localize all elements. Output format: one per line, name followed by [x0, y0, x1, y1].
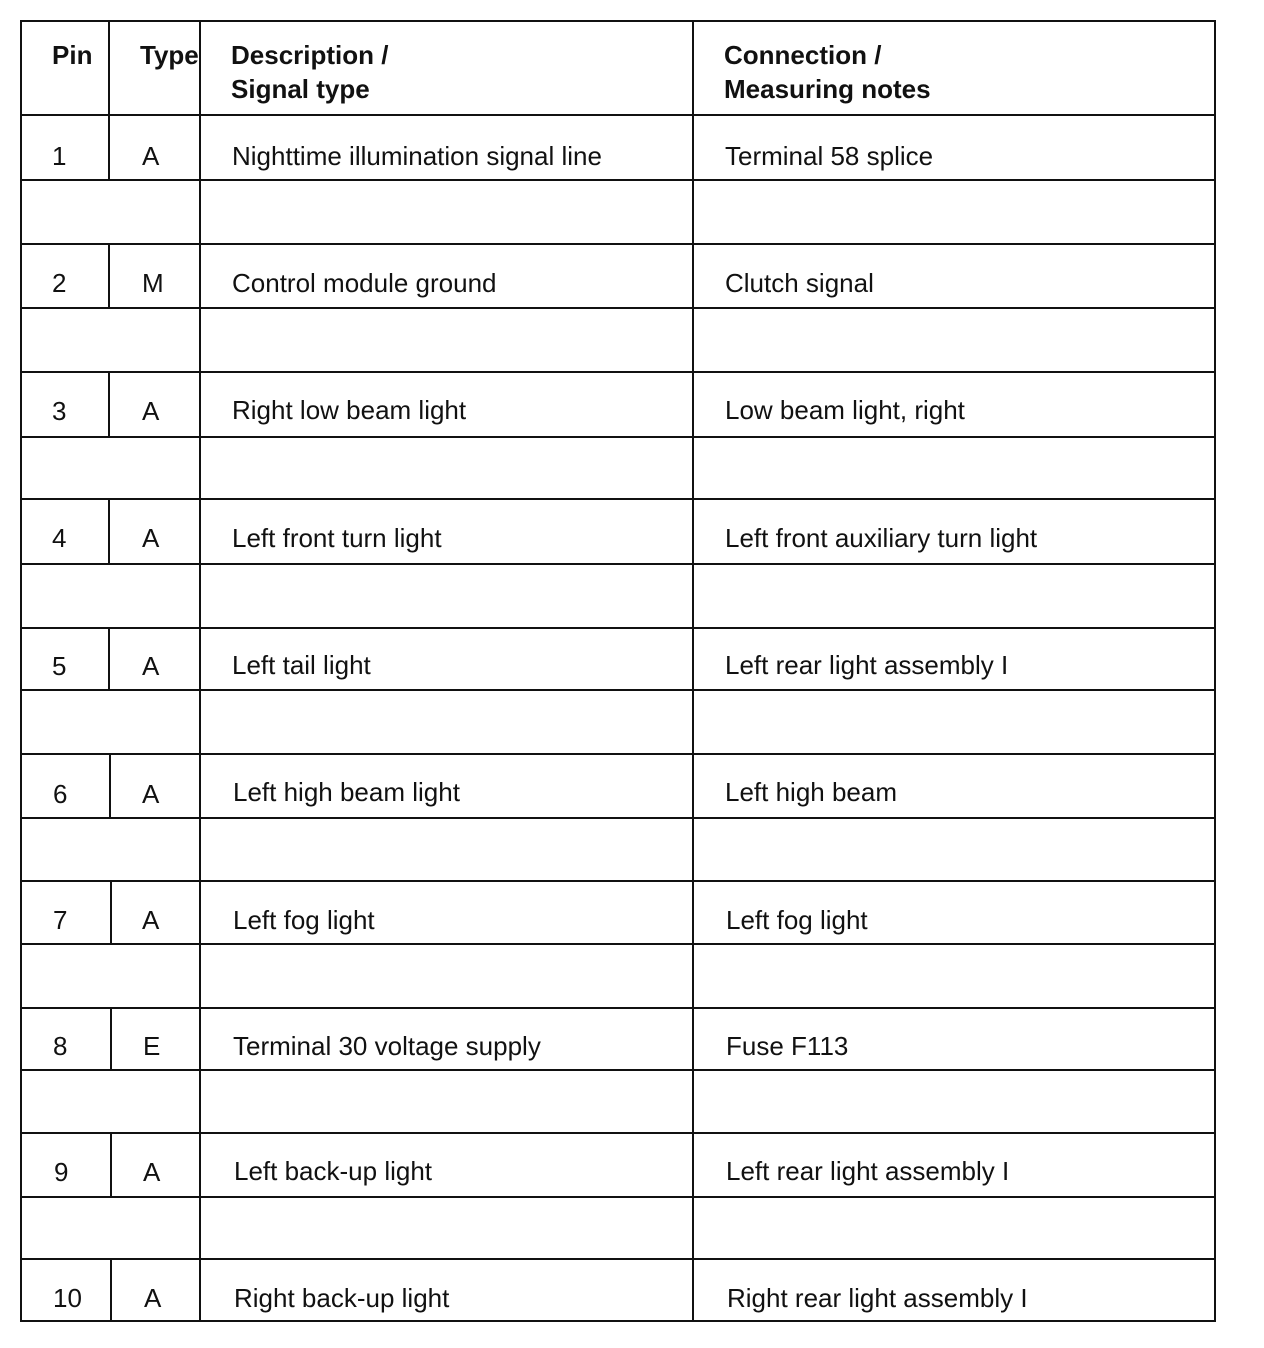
row-connection: Left rear light assembly I: [726, 1156, 1010, 1186]
row-pin: 1: [52, 141, 67, 171]
table-left-border: [20, 20, 22, 1322]
row-connection: Low beam light, right: [725, 395, 965, 425]
header-type: Type: [140, 40, 199, 70]
row-description: Terminal 30 voltage supply: [233, 1031, 541, 1061]
row-top-line: [20, 1132, 1216, 1134]
table-right-border: [1214, 20, 1216, 1322]
table-bottom-border: [20, 1320, 1216, 1322]
row-pin-type-divider: [110, 1259, 112, 1322]
header-description-line1: Description /: [231, 40, 389, 70]
table-top-border: [20, 20, 1216, 22]
row-description: Right back-up light: [234, 1283, 450, 1313]
row-pin-type-divider: [108, 116, 110, 180]
row-connection: Clutch signal: [725, 268, 874, 298]
row-pin-type-divider: [108, 499, 110, 563]
row-pin: 4: [52, 523, 67, 553]
row-pin-type-divider: [110, 881, 112, 944]
row-connection: Left high beam: [725, 777, 898, 807]
row-connection: Right rear light assembly I: [727, 1283, 1028, 1313]
row-top-line: [20, 243, 1216, 245]
row-pin-type-divider: [110, 1133, 112, 1197]
row-pin: 8: [53, 1031, 68, 1061]
header-bottom-line: [20, 114, 1216, 116]
type-description-divider: [199, 20, 201, 1322]
row-connection: Left rear light assembly I: [725, 650, 1009, 680]
row-bottom-line: [20, 943, 1216, 945]
row-type: A: [142, 905, 160, 935]
row-connection: Terminal 58 splice: [725, 141, 934, 171]
row-description: Left front turn light: [232, 523, 442, 553]
row-pin-type-divider: [108, 372, 110, 436]
row-bottom-line: [20, 307, 1216, 309]
row-type: A: [142, 396, 160, 426]
pin-assignment-table: [20, 20, 1216, 1322]
row-top-line: [20, 1007, 1216, 1009]
row-pin: 3: [52, 396, 67, 426]
description-connection-divider: [692, 20, 694, 1322]
header-pin-type-divider: [108, 20, 110, 116]
row-pin: 6: [53, 779, 68, 809]
row-bottom-line: [20, 563, 1216, 565]
row-type: A: [142, 651, 160, 681]
row-connection: Left fog light: [726, 905, 868, 935]
row-type: A: [142, 141, 160, 171]
row-bottom-line: [20, 1069, 1216, 1071]
row-bottom-line: [20, 689, 1216, 691]
row-bottom-line: [20, 179, 1216, 181]
row-pin: 5: [52, 651, 67, 681]
row-pin-type-divider: [109, 754, 111, 818]
row-pin: 2: [52, 268, 67, 298]
row-top-line: [20, 880, 1216, 882]
row-pin: 10: [53, 1283, 82, 1313]
row-pin-type-divider: [108, 244, 110, 308]
row-bottom-line: [20, 436, 1216, 438]
row-top-line: [20, 1258, 1216, 1260]
row-description: Left high beam light: [233, 777, 460, 807]
row-type: E: [143, 1031, 161, 1061]
row-top-line: [20, 371, 1216, 373]
row-type: M: [142, 268, 164, 298]
row-description: Right low beam light: [232, 395, 467, 425]
row-description: Left fog light: [233, 905, 375, 935]
row-description: Control module ground: [232, 268, 497, 298]
row-type: A: [144, 1283, 162, 1313]
row-top-line: [20, 753, 1216, 755]
row-bottom-line: [20, 1196, 1216, 1198]
row-top-line: [20, 498, 1216, 500]
row-type: A: [142, 523, 160, 553]
header-pin: Pin: [52, 40, 93, 70]
row-pin-type-divider: [108, 628, 110, 690]
row-bottom-line: [20, 817, 1216, 819]
row-description: Nighttime illumination signal line: [232, 141, 602, 171]
header-description-line2: Signal type: [231, 74, 370, 104]
row-pin: 9: [54, 1157, 69, 1187]
row-connection: Left front auxiliary turn light: [725, 523, 1038, 553]
row-description: Left back-up light: [234, 1156, 433, 1186]
row-type: A: [142, 779, 160, 809]
row-pin-type-divider: [110, 1008, 112, 1070]
row-top-line: [20, 627, 1216, 629]
row-pin: 7: [53, 905, 68, 935]
header-connection-line1: Connection /: [724, 40, 882, 70]
row-description: Left tail light: [232, 650, 371, 680]
row-type: A: [143, 1157, 161, 1187]
row-connection: Fuse F113: [726, 1031, 849, 1061]
header-connection-line2: Measuring notes: [724, 74, 931, 104]
